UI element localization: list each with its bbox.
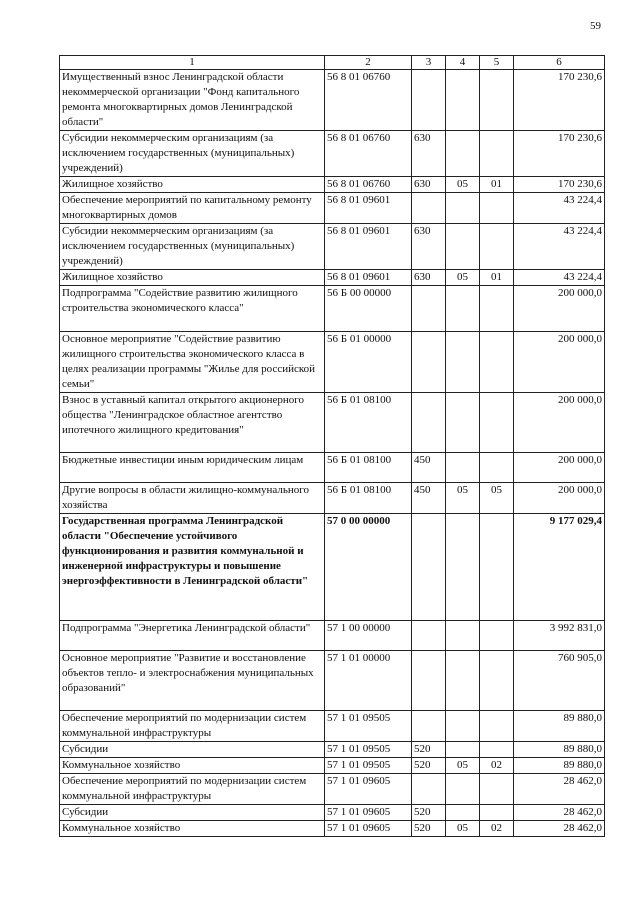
cell-name: Обеспечение мероприятий по модернизации систем коммунальной инфраструктуры: [60, 774, 325, 805]
table-row: [60, 453, 605, 483]
cell-sum: 200 000,0: [514, 286, 605, 332]
cell-sum: 170 230,6: [514, 131, 605, 177]
cell-sum: 200 000,0: [514, 393, 605, 453]
cell-rz: [446, 621, 480, 651]
cell-vr: [412, 332, 446, 393]
cell-code: 57 1 00 00000: [325, 621, 412, 651]
cell-code: 56 8 01 09601: [325, 224, 412, 270]
cell-sum: 170 230,6: [514, 177, 605, 193]
cell-name: Субсидии: [60, 805, 325, 821]
cell-vr: 520: [412, 805, 446, 821]
cell-rz: [446, 332, 480, 393]
cell-vr: [412, 711, 446, 742]
cell-pr: [480, 131, 514, 177]
cell-sum: 43 224,4: [514, 193, 605, 224]
cell-name: Подпрограмма "Энергетика Ленинградской области": [60, 621, 325, 651]
cell-sum: 200 000,0: [514, 332, 605, 393]
cell-rz: [446, 224, 480, 270]
table-row: [60, 224, 605, 270]
cell-pr: [480, 286, 514, 332]
cell-code: 57 1 01 09605: [325, 821, 412, 837]
cell-sum: 28 462,0: [514, 774, 605, 805]
cell-vr: 450: [412, 483, 446, 514]
cell-name: Жилищное хозяйство: [60, 177, 325, 193]
cell-pr: [480, 70, 514, 131]
cell-pr: [480, 393, 514, 453]
cell-code: 56 Б 01 08100: [325, 483, 412, 514]
cell-vr: 630: [412, 177, 446, 193]
cell-vr: [412, 621, 446, 651]
cell-sum: 3 992 831,0: [514, 621, 605, 651]
cell-vr: 520: [412, 758, 446, 774]
cell-rz: 05: [446, 270, 480, 286]
cell-pr: 02: [480, 821, 514, 837]
cell-code: 56 Б 00 00000: [325, 286, 412, 332]
cell-name: Бюджетные инвестиции иным юридическим лицам: [60, 453, 325, 483]
table-row: [60, 621, 605, 651]
cell-code: 57 1 01 09605: [325, 774, 412, 805]
cell-rz: [446, 286, 480, 332]
cell-name: Подпрограмма "Содействие развитию жилищного строительства экономического класса": [60, 286, 325, 332]
cell-name: Основное мероприятие "Содействие развитию жилищного строительства экономического класса в целях реализации программы "Жилье для российской семьи": [60, 332, 325, 393]
cell-rz: 05: [446, 758, 480, 774]
cell-pr: [480, 224, 514, 270]
cell-pr: 01: [480, 270, 514, 286]
table-row: [60, 286, 605, 332]
budget-table: [59, 55, 605, 837]
cell-code: 56 8 01 09601: [325, 193, 412, 224]
table-row: [60, 483, 605, 514]
cell-vr: 520: [412, 742, 446, 758]
cell-rz: 05: [446, 177, 480, 193]
cell-code: 57 1 01 09505: [325, 758, 412, 774]
cell-vr: [412, 70, 446, 131]
cell-sum: 200 000,0: [514, 483, 605, 514]
table-row: [60, 393, 605, 453]
cell-code: 56 Б 01 08100: [325, 453, 412, 483]
table-row: [60, 651, 605, 711]
cell-code: 57 1 01 09605: [325, 805, 412, 821]
cell-vr: [412, 774, 446, 805]
cell-code: 56 8 01 09601: [325, 270, 412, 286]
cell-name: Обеспечение мероприятий по капитальному ремонту многоквартирных домов: [60, 193, 325, 224]
cell-vr: 630: [412, 131, 446, 177]
table-row: [60, 742, 605, 758]
cell-sum: 200 000,0: [514, 453, 605, 483]
cell-rz: [446, 70, 480, 131]
cell-pr: [480, 514, 514, 621]
cell-name: Субсидии некоммерческим организациям (за исключением государственных (муниципальных) учреждений): [60, 224, 325, 270]
cell-vr: 630: [412, 270, 446, 286]
table-row: [60, 805, 605, 821]
cell-name: Другие вопросы в области жилищно-коммунального хозяйства: [60, 483, 325, 514]
cell-vr: 450: [412, 453, 446, 483]
cell-pr: [480, 742, 514, 758]
cell-sum: 170 230,6: [514, 70, 605, 131]
cell-vr: [412, 514, 446, 621]
cell-vr: [412, 193, 446, 224]
cell-name: Субсидии некоммерческим организациям (за исключением государственных (муниципальных) учреждений): [60, 131, 325, 177]
cell-vr: 520: [412, 821, 446, 837]
cell-rz: [446, 774, 480, 805]
page-number: 59: [590, 20, 601, 32]
cell-sum: 89 880,0: [514, 758, 605, 774]
cell-code: 56 8 01 06760: [325, 70, 412, 131]
cell-vr: [412, 651, 446, 711]
cell-vr: 630: [412, 224, 446, 270]
header-col-5: 5: [480, 56, 514, 70]
table-row: [60, 821, 605, 837]
table-row: [60, 514, 605, 621]
cell-code: 57 0 00 00000: [325, 514, 412, 621]
cell-rz: 05: [446, 821, 480, 837]
cell-name: Государственная программа Ленинградской области "Обеспечение устойчивого функционирования и развития коммунальной и инженерной инфраструктуры и повышение энергоэффективности в Ленинградской области": [60, 514, 325, 621]
table-row: [60, 177, 605, 193]
cell-vr: [412, 286, 446, 332]
cell-code: 56 Б 01 08100: [325, 393, 412, 453]
cell-pr: [480, 621, 514, 651]
cell-name: Обеспечение мероприятий по модернизации систем коммунальной инфраструктуры: [60, 711, 325, 742]
cell-code: 57 1 01 00000: [325, 651, 412, 711]
header-col-3: 3: [412, 56, 446, 70]
table-body: [60, 70, 605, 837]
cell-name: Жилищное хозяйство: [60, 270, 325, 286]
cell-sum: 28 462,0: [514, 805, 605, 821]
cell-name: Коммунальное хозяйство: [60, 821, 325, 837]
cell-sum: 89 880,0: [514, 711, 605, 742]
cell-pr: [480, 651, 514, 711]
header-col-6: 6: [514, 56, 605, 70]
cell-name: Коммунальное хозяйство: [60, 758, 325, 774]
cell-name: Субсидии: [60, 742, 325, 758]
cell-rz: [446, 742, 480, 758]
table-header-row: [60, 56, 605, 70]
cell-vr: [412, 393, 446, 453]
cell-rz: [446, 393, 480, 453]
cell-rz: [446, 131, 480, 177]
cell-code: 57 1 01 09505: [325, 711, 412, 742]
cell-name: Основное мероприятие "Развитие и восстановление объектов тепло- и электроснабжения муниципальных образований": [60, 651, 325, 711]
cell-sum: 28 462,0: [514, 821, 605, 837]
cell-code: 56 8 01 06760: [325, 131, 412, 177]
table-row: [60, 332, 605, 393]
cell-pr: 01: [480, 177, 514, 193]
cell-pr: [480, 332, 514, 393]
table-row: [60, 70, 605, 131]
header-col-4: 4: [446, 56, 480, 70]
header-col-2: 2: [325, 56, 412, 70]
cell-code: 57 1 01 09505: [325, 742, 412, 758]
cell-pr: [480, 774, 514, 805]
table-row: [60, 193, 605, 224]
table-row: [60, 711, 605, 742]
cell-rz: [446, 453, 480, 483]
cell-pr: 05: [480, 483, 514, 514]
table-row: [60, 131, 605, 177]
cell-sum: 89 880,0: [514, 742, 605, 758]
cell-sum: 9 177 029,4: [514, 514, 605, 621]
cell-sum: 43 224,4: [514, 270, 605, 286]
cell-code: 56 Б 01 00000: [325, 332, 412, 393]
cell-pr: [480, 805, 514, 821]
cell-name: Взнос в уставный капитал открытого акционерного общества "Ленинградское областное агентство ипотечного жилищного кредитования": [60, 393, 325, 453]
cell-pr: 02: [480, 758, 514, 774]
cell-sum: 43 224,4: [514, 224, 605, 270]
cell-rz: 05: [446, 483, 480, 514]
cell-rz: [446, 651, 480, 711]
cell-rz: [446, 805, 480, 821]
cell-code: 56 8 01 06760: [325, 177, 412, 193]
cell-pr: [480, 193, 514, 224]
cell-pr: [480, 711, 514, 742]
cell-pr: [480, 453, 514, 483]
cell-sum: 760 905,0: [514, 651, 605, 711]
table-row: [60, 270, 605, 286]
cell-rz: [446, 514, 480, 621]
cell-rz: [446, 193, 480, 224]
header-col-1: 1: [60, 56, 325, 70]
table-row: [60, 758, 605, 774]
cell-rz: [446, 711, 480, 742]
table-row: [60, 774, 605, 805]
cell-name: Имущественный взнос Ленинградской области некоммерческой организации "Фонд капитального ремонта многоквартирных домов Ленинградской области": [60, 70, 325, 131]
